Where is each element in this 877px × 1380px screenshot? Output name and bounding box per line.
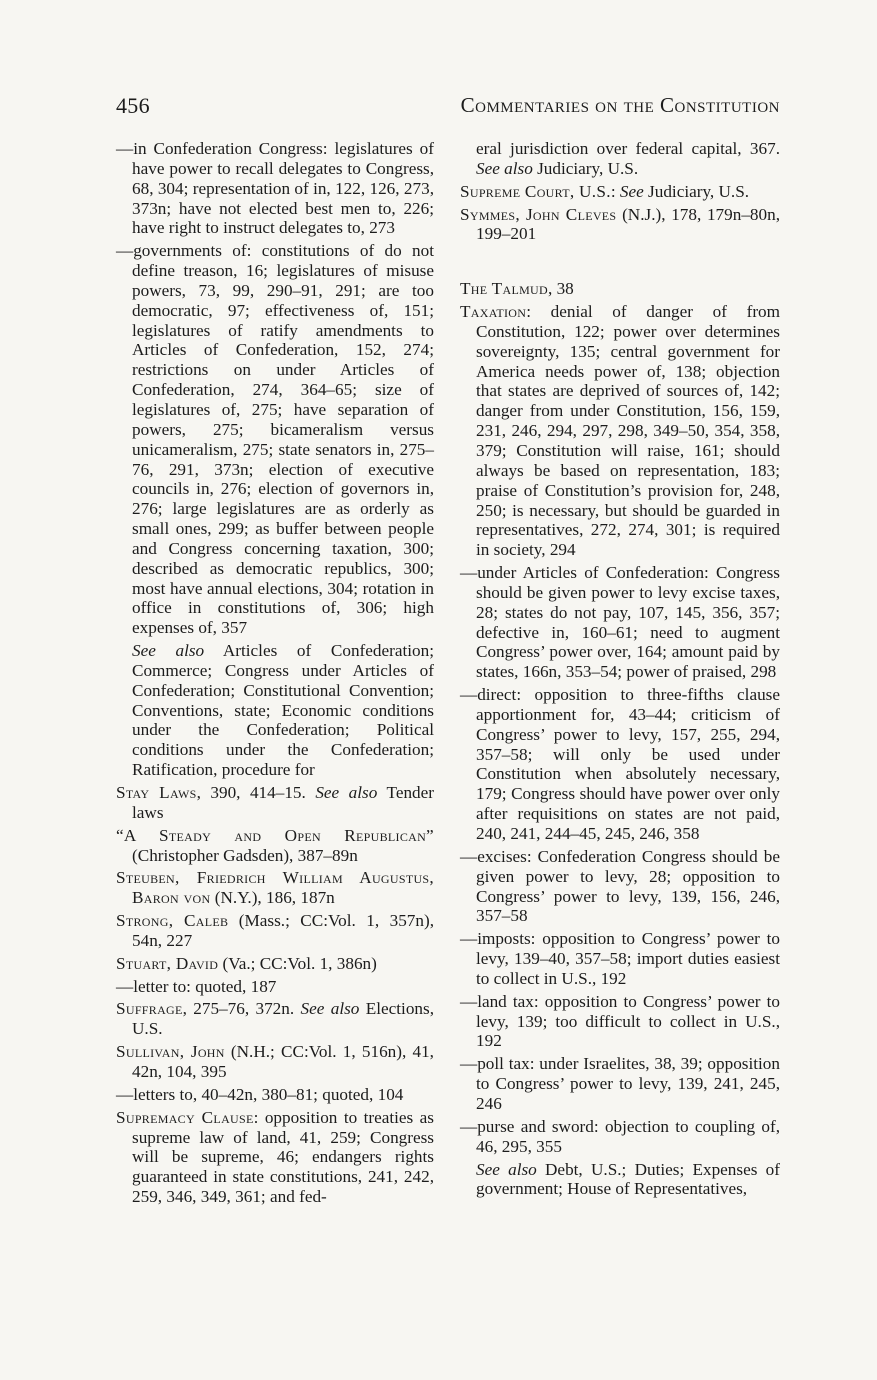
entry-text: (Mass.; CC:Vol. 1, 357n), 54n, 227 [132, 911, 434, 950]
entry-text: (Va.; CC:Vol. 1, 386n) [218, 953, 377, 973]
page-number: 456 [116, 93, 150, 118]
entry-text: (N.H.; CC:Vol. 1, 516n), 41, 42n, 104, 395 [132, 1042, 434, 1081]
index-column-left [116, 139, 434, 1210]
index-entry [116, 911, 434, 951]
subentry-text: —governments of: constitutions of do not define treason, 16; legislatures of misuse powers, 73, 99, 290–91, 291; are too democratic, 97; effectiveness of, 151; legislatures of ratify amendments to Articles of Confederation, 152, 274; restrictions on under Articles of Confederation, 274, 364–65; size of legislatures of, 275; have separation of powers, 275; bicameralism versus unicameralism, 275; state senators in, 275–76, 291, 373n; election of executive councils in, 276; election of governors in, 276; large legislatures are as orderly as small ones, 299; as buffer between people and Congress concerning taxation, 300; described as democratic republics, 300; most have annual elections, 304; rotation in office in constitutions of, 306; high expenses of, 357 [116, 241, 434, 638]
entry-text: : denial of danger of from Constitution, 122; power over determines sovereignty, 135; central government for America needs power of, 138; objection that states are deprived of sources of, 142; danger from under Constitution, 156, 159, 231, 246, 294, 297, 298, 349–50, 354, 358, 379; Constitution will raise, 161; should always be based on representation, 183; praise of Constitution’s provision for, 248, 250; is necessary, but should be guarded in representatives, 272, 274, 301; is required in society, 294 [476, 302, 780, 560]
entry-continuation [460, 139, 780, 179]
entry-heading: Stuart, David [116, 953, 219, 973]
see-also-label: See also [300, 999, 360, 1019]
entry-heading: Supremacy Clause [116, 1107, 254, 1127]
entry-heading: Supreme Court, U.S. [460, 181, 611, 201]
see-also-label: See also [315, 783, 378, 802]
entry-text: Judiciary, U.S. [643, 181, 750, 201]
index-subentry [116, 977, 434, 997]
entry-text: (N.J.), 178, 179n–80n, 199–201 [476, 204, 780, 244]
index-entry [460, 205, 780, 245]
see-also-reference [460, 1160, 780, 1200]
index-entry [116, 954, 434, 974]
subentry-text: —under Articles of Confederation: Congress should be given power to levy excise taxes, 28; states do not pay, 107, 145, 356, 357; defective in, 160–61; need to augment Congress’ power over, 164; amount paid by states, 166n, 353–54; power of praised, 298 [460, 563, 780, 682]
see-also-text: Debt, U.S.; Duties; Expenses of government; House of Representatives, [476, 1159, 780, 1199]
index-entry [116, 1042, 434, 1082]
entry-heading: Suffrage [116, 999, 183, 1019]
subentry-text: —direct: opposition to three-fifths clause apportionment for, 43–44; criticism of Congress’ power to levy, 157, 255, 294, 357–58; will only be used under Constitution when absolutely necessary, 179; Congress should have power over only after requisitions on states are not paid, 240, 241, 244–45, 245, 246, 358 [460, 685, 780, 843]
index-subentry [460, 1117, 780, 1157]
entry-text: Tender laws [132, 783, 435, 822]
index-gap [460, 247, 780, 279]
entry-heading: Steuben, Friedrich William Augustus, Baron von [116, 868, 434, 908]
index-entry [116, 826, 434, 866]
index-subentry [460, 563, 780, 682]
entry-text: (Christopher Gadsden), 387–89n [132, 845, 358, 865]
index-subentry [460, 1054, 780, 1114]
entry-text: , 390, 414–15. [196, 783, 316, 802]
index-subentry [460, 847, 780, 926]
see-also-label: See also [132, 641, 205, 661]
subentry-text: —land tax: opposition to Congress’ power to levy, 139; too difficult to collect in U.S., 192 [460, 991, 780, 1051]
index-entry [460, 182, 780, 202]
entry-heading: Taxation [460, 302, 527, 322]
index-subentry [116, 241, 434, 638]
index-subentry [460, 992, 780, 1052]
entry-heading: Symmes, John Cleves [460, 204, 617, 224]
subentry-text: —poll tax: under Israelites, 38, 39; opposition to Congress’ power to levy, 139, 241, 245, 246 [460, 1054, 780, 1113]
subentry-text: —excises: Confederation Congress should be given power to levy, 28; opposition to Congress’ power to levy, 139, 156, 246, 357–58 [460, 846, 780, 926]
index-column-right [460, 139, 780, 1202]
index-entry [116, 783, 434, 823]
entry-text: (N.Y.), 186, 187n [210, 888, 335, 908]
subentry-text: —letter to: quoted, 187 [116, 976, 277, 996]
entry-text: Elections, U.S. [132, 999, 434, 1039]
see-also-text: Articles of Confederation; Commerce; Congress under Articles of Confederation; Constitutional Convention; Conventions, state; Economic conditions under the Confederation; Political conditions under the Confederation; Ratification, procedure for [132, 641, 434, 780]
running-head: Commentaries on the Constitution [460, 93, 780, 117]
index-entry [460, 302, 780, 560]
entry-heading: Stay Laws [116, 783, 197, 802]
index-subentry [460, 929, 780, 989]
index-subentry [116, 1085, 434, 1105]
entry-text: , 38 [547, 279, 574, 299]
entry-text: Judiciary, U.S. [532, 158, 639, 178]
subentry-text: —purse and sword: objection to coupling of, 46, 295, 355 [460, 1116, 780, 1156]
entry-heading: “A Steady and Open Republican” [116, 825, 434, 845]
subentry-text: —letters to, 40–42n, 380–81; quoted, 104 [116, 1084, 404, 1104]
see-also-label: See also [476, 1159, 537, 1179]
index-entry [116, 1108, 434, 1207]
index-entry [460, 279, 780, 299]
see-also-reference [116, 641, 434, 780]
entry-heading: Sullivan, John [116, 1042, 225, 1062]
index-subentry [460, 685, 780, 844]
subentry-text: —imposts: opposition to Congress’ power to levy, 139–40, 357–58; import duties easiest to collect in U.S., 192 [460, 929, 780, 988]
see-also-label: See also [476, 158, 533, 178]
index-subentry [116, 139, 434, 238]
subentry-text: —in Confederation Congress: legislatures of have power to recall delegates to Congress, 68, 304; representation of in, 122, 126, 273, 373n; have not elected best men to, 226; have right to instruct delegates to, 273 [116, 139, 434, 238]
index-entry [116, 999, 434, 1039]
entry-text: eral jurisdiction over federal capital, 367. [476, 139, 780, 158]
index-entry [116, 868, 434, 908]
entry-text: : [610, 181, 620, 201]
entry-text: , 275–76, 372n. [182, 999, 301, 1019]
see-also-label: See [619, 181, 644, 201]
entry-text: : opposition to treaties as supreme law of land, 41, 259; Congress will be supreme, 46; endangers rights guaranteed in state constitutions, 241, 242, 259, 346, 349, 361; and fed- [132, 1107, 434, 1207]
entry-heading: Strong, Caleb [116, 911, 229, 931]
entry-heading: The Talmud [460, 279, 548, 299]
